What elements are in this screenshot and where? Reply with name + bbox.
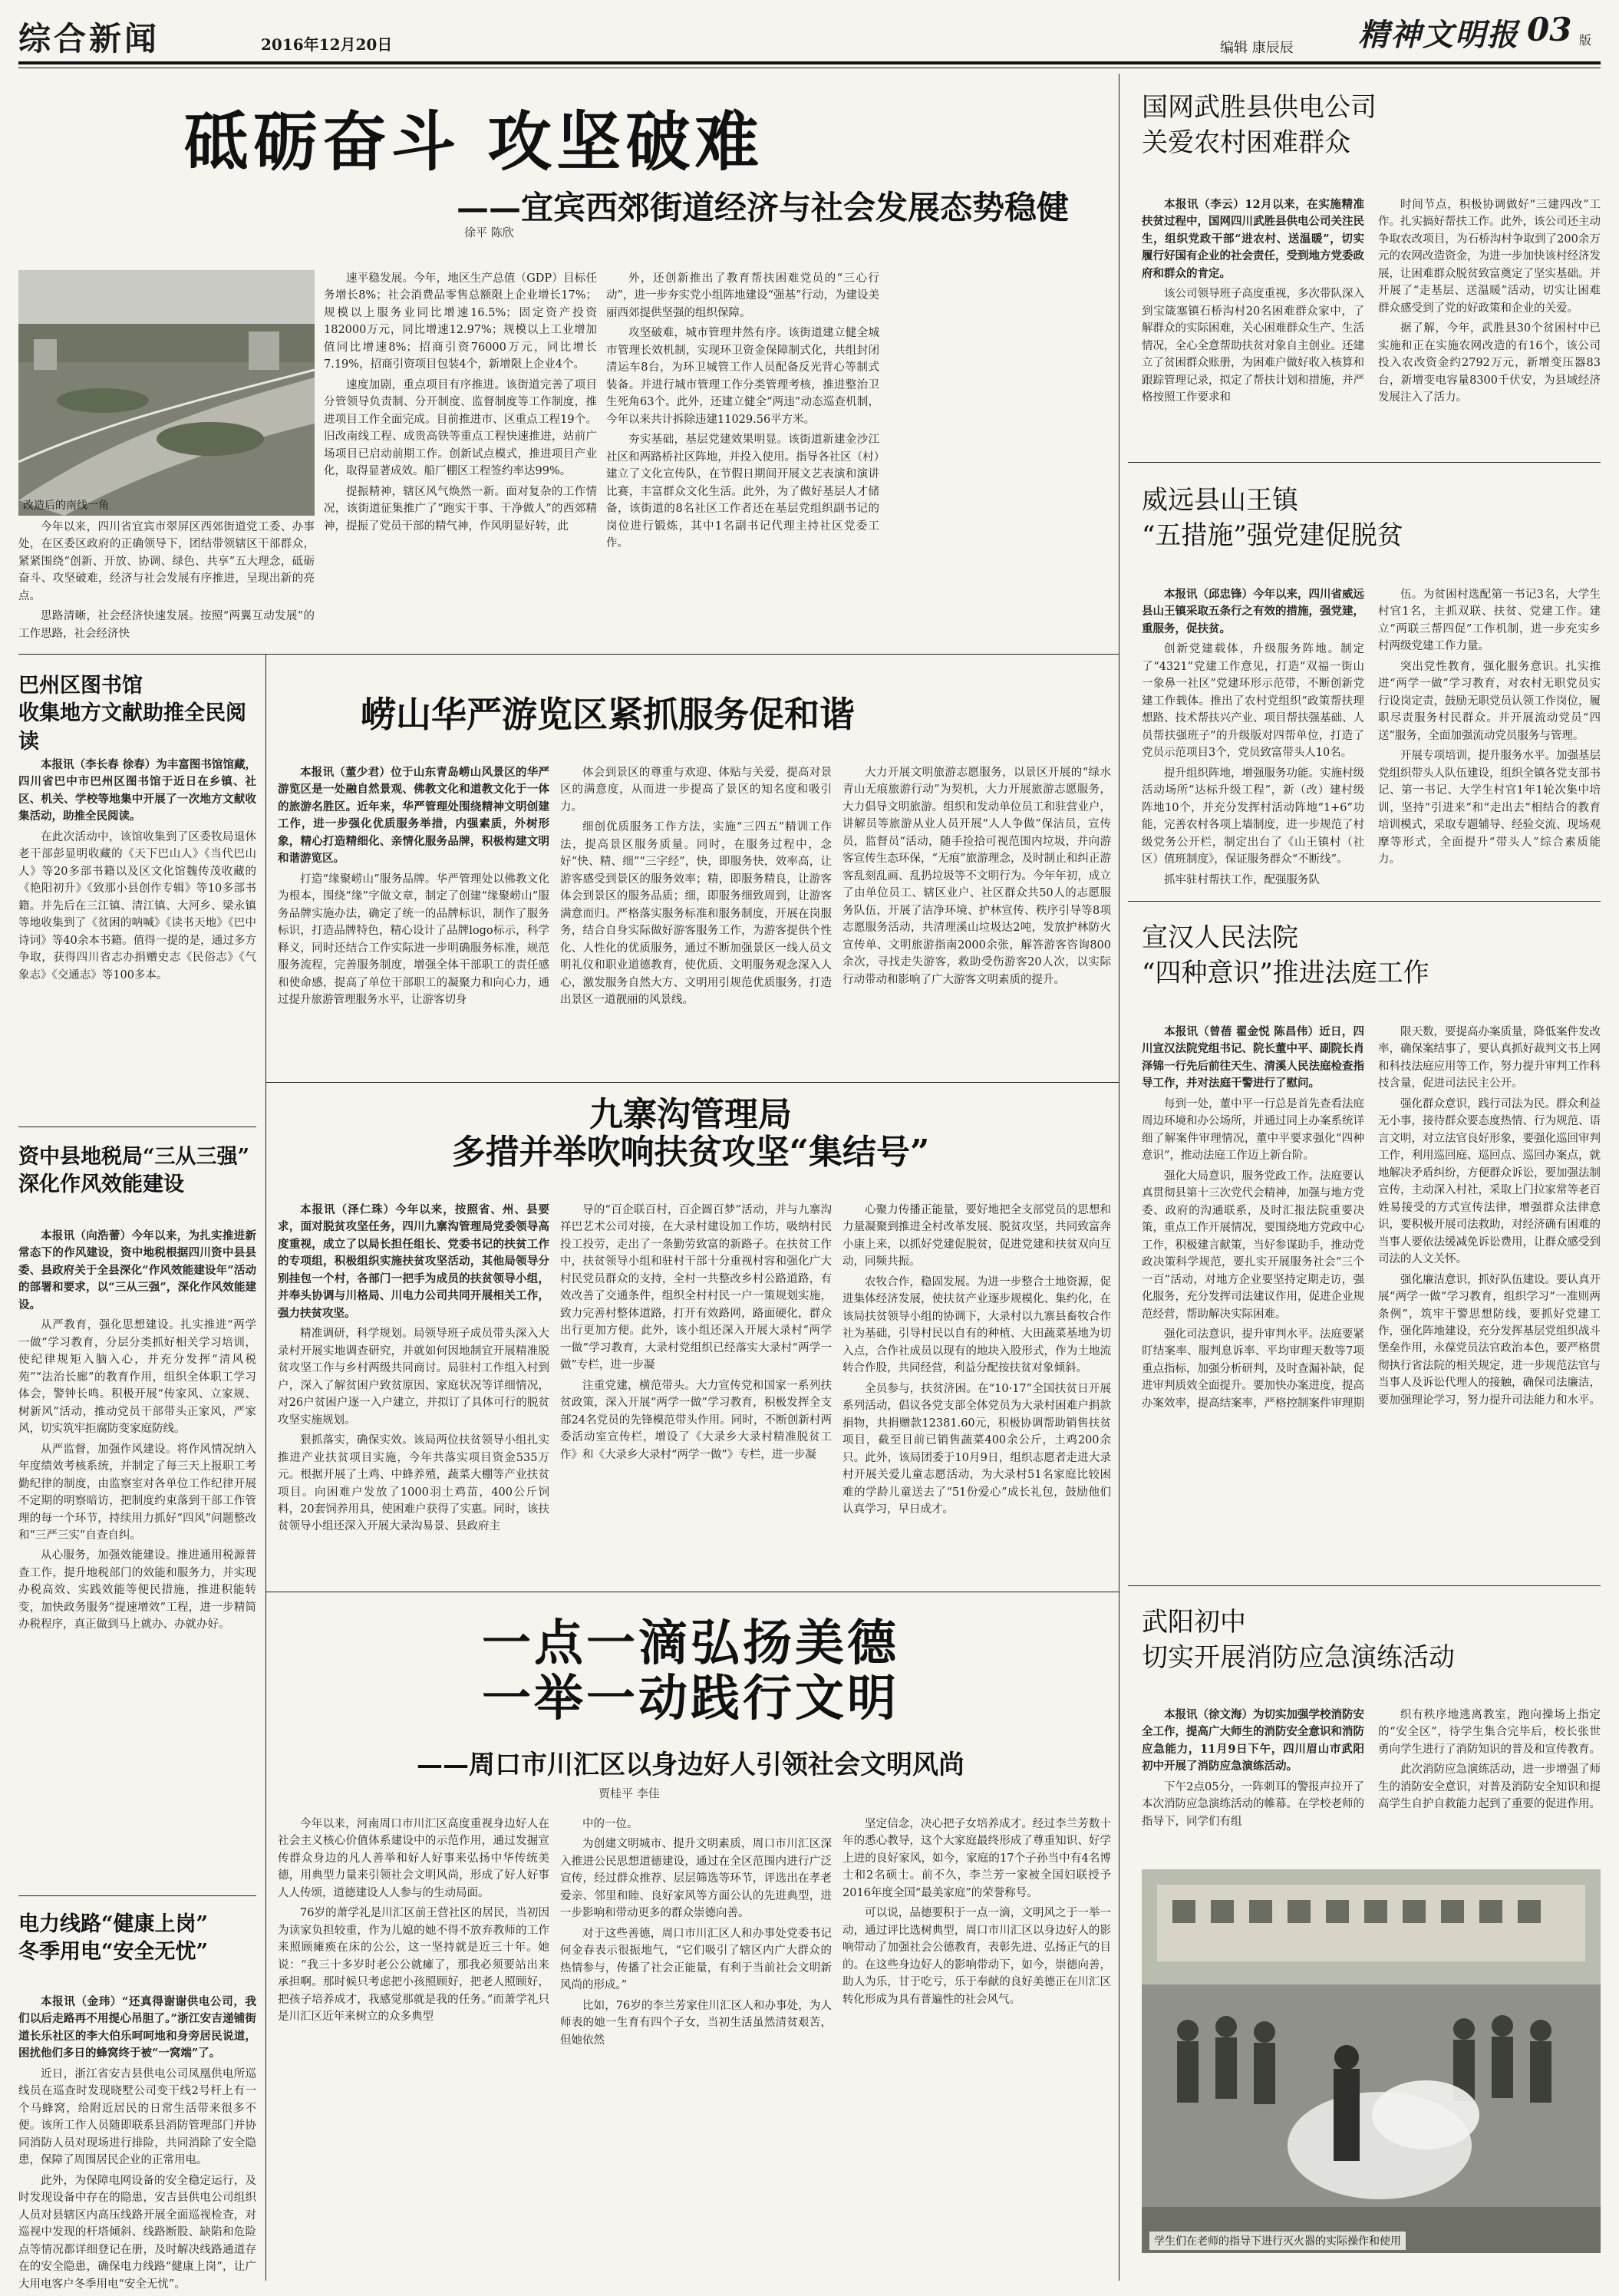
lead-subheadline: ——宜宾西郊街道经济与社会发展态势稳健 <box>457 189 1070 226</box>
paragraph: 此外，为保障电网设备的安全稳定运行，及时发现设备中存在的隐患，安吉县供电公司组织人员对县辖区内高压线路开展全面巡视检查，对巡视中发现的杆塔倾斜、线路断股、缺陷和危险点等情况都详细登记在册，及时解决线路通道存在的安全隐患，确保电力线路“健康上岗”，让广大用电客户冬季用电“安全无忧”。 <box>18 2174 256 2291</box>
lead-photo <box>18 270 315 516</box>
middle-story-3-headline <box>399 1616 982 1726</box>
middle-story-3-byline: 贾桂平 李佳 <box>598 1786 660 1800</box>
paragraph: 抓牢驻村帮扶工作，配强服务队 <box>1164 873 1320 886</box>
paragraph: 时间节点，积极协调做好“三建四改”工作。扎实搞好帮扶工作。此外，该公司还主动争取农改项目，为石桥沟村争取到了200余万元的农网改造资金，为进一步加快该村经济发展，让困难群众脱贫致富奠定了坚实基础。并开展了“走基层、送温暖”活动，切实让困难群众感受到了党的好政策和企业的关爱。 <box>1378 199 1601 315</box>
fire-drill-photo <box>1142 1869 1601 2253</box>
title-line: 国网武胜县供电公司 <box>1142 92 1377 123</box>
lead-story-column-2 <box>324 270 597 649</box>
paragraph: 76岁的萧学礼是川汇区前王营社区的居民，当初因为读家负担较重，作为儿媳的她不得不放弃教师的工作来照顾瘫痪在床的公公，这一坚持就是近三十年。她说：“我三十多岁时老公公就瘫了，那我必须要站出来承担啊。那时候只考虑把小孩照顾好，把老人照顾好，把孩子培养成才，我感觉那就是我的任务。”而萧学礼只是川汇区近年来树立的众多典型 <box>278 1907 549 2024</box>
paragraph: 本报讯（董少君）位于山东青岛崂山风景区的华严游览区是一处融自然景观、佛教文化和道教文化于一体的旅游名胜区。近年来，华严管理处围绕精神文明创建工作，进一步强化优质服务举措，内强素质，外树形象，精心打造精细化、亲情化服务品牌，积极构建文明和谐游览区。 <box>278 766 549 866</box>
paragraph: 强化大局意识，服务党政工作。法庭要认真贯彻县第十三次党代会精神，加强与地方党委、政府的沟通联系，及时汇报法院重要决策，重点工作开展情况，要围绕地方党政中心工作，积极建言献策，当好参谋助手，推动党政决策科学规范，要扎实开展服务社会“三个一百”活动，对地方企业要坚持定期走访，强化服务，充分发挥司法建议作用，促进企业规范经营，帮助解决实际困难。 <box>1142 1169 1364 1321</box>
paragraph: 外，还创新推出了教育帮扶困难党员的“三心行动”，进一步夯实党小组阵地建设“强基”行动，为建设美丽西郊提供坚强的组织保障。 <box>606 272 879 319</box>
paragraph: 夯实基础，基层党建效果明显。该街道新建金沙江社区和两路桥社区阵地，并投入使用。指导各社区（村）建立了文化宣传队，在节假日期间开展文艺表演和演讲比赛，丰富群众文化生活。此外，为了做好基层人才储备，该街道的8名社区工作者还在基层党组织副书记的岗位进行锻炼，其中1名副书记代理主持社区党委工作。 <box>606 434 879 550</box>
middle-story-3-column-2 <box>560 1816 832 2281</box>
title-line: 收集地方文献助推全民阅读 <box>18 701 246 754</box>
paragraph: 农牧合作，稳固发展。为进一步整合土地资源，促进集体经济发展，使扶贫产业逐步规模化、集约化，在该局扶贫领导小组的协调下，大录村以九寨县畜牧合作社为基础，引导村民以自有的种植、大田蔬菜基地为切入点，合作社成员以现有的地块入股形式，作为土地流转合作股，共同经营，利益分配按扶贫对象倾斜。 <box>842 1275 1111 1375</box>
right-story-1-title <box>1142 91 1602 161</box>
right-story-1-column-1 <box>1142 196 1364 442</box>
left-story-3-body <box>18 1994 256 2291</box>
paragraph: 全员参与，扶贫济困。在“10·17”全国扶贫日开展系列活动，倡议各党支部全体党员为大录村困难户捐款捐物，共捐赠款12381.60元，积极协调帮助销售扶贫项目，截至目前已销售蔬菜400余公斤，土鸡200余只。此外，该局团委于10月9日，组织志愿者走进大录村开展关爱儿童志愿活动，为大录村51名家庭比较困难的学龄儿童送去了“51份爱心”成长礼包，鼓励他们认真学习，早日成才。 <box>842 1382 1111 1516</box>
page-number: 03 <box>1527 11 1572 48</box>
lead-photo-caption: 改造后的南线一角 <box>23 500 109 512</box>
paragraph: 本报讯（邱忠锋）今年以来，四川省威远县山王镇采取五条行之有效的措施，强党建，重服务，促扶贫。 <box>1142 588 1364 635</box>
right-story-3-title <box>1142 921 1602 991</box>
paragraph: 为创建文明城市、提升文明素质，周口市川汇区深入推进公民思想道德建设，通过在全区范围内进行广泛宣传，经过群众推荐、层层筛选等环节，评选出在孝老爱亲、邻里和睦、良好家风等方面公认的先进典型，进一步影响和带动更多的群众崇德向善。 <box>560 1838 832 1920</box>
middle-story-1-column-2 <box>560 764 832 1070</box>
left-story-3-title <box>18 1911 256 1967</box>
headline-line: 九寨沟管理局 <box>589 1095 792 1134</box>
right-story-3-column-1 <box>1142 1024 1364 1573</box>
paragraph: 本报讯（曾蓓 翟金悦 陈昌伟）近日，四川宣汉法院党组书记、院长董中平、副院长肖泽锦一行先后前往天生、清溪人民法庭检查指导工作，并对法庭干警进行了慰问。 <box>1142 1025 1364 1090</box>
title-line: 巴州区图书馆 <box>18 674 143 698</box>
paragraph: 提振精神，辖区风气焕然一新。面对复杂的工作情况，该街道征集推广了“跑实干事、干净做人”的西郊精神，提振了党员干部的精气神，作风明显好转，此 <box>324 485 597 533</box>
lead-byline: 徐平 陈欣 <box>464 226 514 239</box>
right-story-2-title <box>1142 483 1602 554</box>
right-story-4-column-2 <box>1378 1707 1601 1860</box>
paragraph: 心聚力传播正能量，要好地把全支部党员的思想和力量凝聚到推进全村改革发展、脱贫攻坚，共同致富奔小康上来，以抓好党建促脱贫，促进党建和扶贫双向互动，同频共振。 <box>842 1204 1111 1268</box>
middle-story-3-column-1 <box>278 1816 549 2281</box>
paragraph: 可以说，品德要积于一点一滴，文明风之于一举一动，通过评比选树典型，周口市川汇区以身边好人的影响带动了加强社会公德教育，表彰先进、弘扬正气的目的。在这些身边好人的影响带动下，如今，崇德向善，助人为乐，甘于吃亏，乐于奉献的良好美德正在川汇区转化形成为具有普遍性的社会风气。 <box>842 1907 1111 2006</box>
paragraph: 织有秩序地逃离教室，跑向操场上指定的“安全区”，待学生集合完毕后，校长张世勇向学生进行了消防知识的普及和宣传教育。 <box>1378 1709 1601 1756</box>
right-story-3-column-2 <box>1378 1024 1601 1573</box>
paragraph: 提升组织阵地，增强服务功能。实施村级活动场所“达标升级工程”，新（改）建村级阵地10个，并充分发挥村活动阵地“1+6”功能，完善农村各项上墙制度，进一步规范了村级党务公开栏，制定出台了《山王镇村（社区）值班制度》，保证服务群众“不断线”。 <box>1142 767 1364 866</box>
paragraph: 比如，76岁的李兰芳家住川汇区人和办事处，为人师表的她一生育有四个子女，当初生活虽然清贫艰苦，但她依然 <box>560 1999 832 2047</box>
paragraph: 本报讯（李长春 徐春）为丰富图书馆馆藏，四川省巴中市巴州区图书馆于近日在乡镇、社区、机关、学校等地集中开展了一次地方文献收集活动，助推全民阅读。 <box>18 758 256 823</box>
paragraph: 导的“百企联百村，百企圆百梦”活动，并与九寨沟祥巴艺术公司对接，在大录村建设加工作坊，吸纳村民投工投劳，走出了一条勤劳致富的新路子。在扶贫工作中，扶贫领导小组和驻村干部十分重视村容和强化广大村民党员群众的支持，全村一共整改乡村公路道路，有效改善了交通条件，组织全村村民一户一策规划实施，致力完善村整体道路，打开有效路网，路面硬化，群众出行更加方便。此外，该小组还深入开展大录村“两学一做”学习教育，大录村党组织已经落实大录村“两学一做”专栏，进一步凝 <box>560 1204 832 1372</box>
paragraph: 从心服务，加强效能建设。推进通用税源普查工作，提升地税部门的效能和服务力，并实现办税高效、实践效能等便民措施，推进积能转变，加快政务服务“提速增效”工程，进一步精简办税程序，真正做到马上就办、办就办好。 <box>18 1549 256 1631</box>
paragraph: 本报讯（向浩蕾）今年以来，为扎实推进新常态下的作风建设，资中地税根据四川资中县县委、县政府关于全县深化“作风效能建设年”活动的部署和要求，以“三从三强”，深化作风效能建设。 <box>18 1229 256 1311</box>
section-name: 综合新闻 <box>18 20 160 58</box>
right-story-4-title <box>1142 1605 1602 1676</box>
paragraph: 对于这些善德，周口市川汇区人和办事处党委书记何金春表示很振地气，“它们吸引了辖区内广大群众的热情参与，传播了社会正能量，有利于当前社会文明新风尚的形成。” <box>560 1927 832 1992</box>
title-line: 电力线路“健康上岗” <box>18 1912 209 1936</box>
paragraph: 每到一处，董中平一行总是首先查看法庭周边环境和办公场所，并通过同上办案系统详细了解案件审理情况，董中平要求强化“四种意识”，推动法庭工作迈上新台阶。 <box>1142 1097 1364 1163</box>
masthead-rule <box>18 61 1601 64</box>
middle-story-3-column-3 <box>842 1816 1111 2281</box>
paragraph: 本报讯（李云）12月以来，在实施精准扶贫过程中，国网四川武胜县供电公司关注民生，组织党政干部“进农村、送温暖”，切实履行好国有企业的社会责任，受到地方党委政府和群众的肯定。 <box>1142 198 1364 280</box>
middle-story-2-headline <box>391 1096 990 1172</box>
paragraph: 大力开展文明旅游志愿服务，以景区开展的“绿水青山无痕旅游行动”为契机，大力开展旅游志愿服务，大力倡导文明旅游。组织和发动单位员工和驻营业户，讲解员等旅游从业人员开展“人人争做”保洁员，宣传员，监督员“活动，随手捡拾可视范围内垃圾，并向游客宣传生态环保，“无痕”旅游理念，及时制止和纠正游客乱刻乱画、乱扔垃圾等不文明行为。今年年初，成立了由单位员工、辖区业户、社区群众共50人的志愿服务队伍，开展了洁净环境、护林宣传、秩序引导等8项志愿服务活动，共清理溪山垃圾达2吨，发放护林防火宣传单、文明旅游指南2000余张，解答游客咨询800余次，寻找走失游客，救助受伤游客20人次，以实际行动带动和影响了广大游客文明素质的提升。 <box>842 767 1111 986</box>
paragraph: 今年以来，四川省宜宾市翠屏区西郊街道党工委、办事处，在区委区政府的正确领导下，团结带领辖区干部群众，紧紧围绕“创新、开放、协调、绿色、共享”五大理念，砥砺奋斗、攻坚破难，经济与社会发展有序推进，呈现出新的亮点。 <box>18 521 315 602</box>
middle-story-2-column-3 <box>842 1202 1111 1581</box>
masthead <box>0 0 1619 74</box>
paragraph: 据了解，今年，武胜县30个贫困村中已实施和正在实施农网改造的有16个，该公司投入农改资金约2792万元，新增变压器83台，新增变电容量8300千伏安，为县域经济发展注入了活力。 <box>1378 322 1601 404</box>
paragraph: 速平稳发展。今年，地区生产总值（GDP）目标任务增长8%；社会消费品零售总额限上企业增长17%；规模以上服务业同比增速16.5%；固定资产投资182000万元，同比增速12.97%；规模以上工业增加值同比增速8%；招商引资76000万元，同比增长7.19%，招商引资项目包装4个，新增限上企业4个。 <box>324 272 597 371</box>
lead-headline: 砥砺奋斗 攻坚破难 <box>184 104 764 180</box>
title-line: 切实开展消防应急演练活动 <box>1142 1641 1455 1673</box>
right-story-divider <box>1128 462 1601 463</box>
title-line: “五措施”强党建促脱贫 <box>1142 520 1403 551</box>
title-line: 宣汉人民法院 <box>1142 922 1298 953</box>
paragraph: 细创优质服务工作方法，实施“三四五”精训工作法，提高景区服务质量。同时，在服务过程中，念好“快、精、细”“三字经”，快，即服务快，效率高，让游客感受到景区的服务效率；精，即服务精良，让游客体会到景区的服务品质；细，即服务细致周到，让游客满意而归。严格落实服务标准和服务制度，开展在岗服务，结合自身实际做好游客服务工作，为游客提供个性化、人性化的优质服务，通过不断加强景区一线人员文明礼仪和职业道德教育，使优质、文明服务观念深入人心，激发服务自然大方、文明用引规范优质服务，打造出景区一道靓丽的风景线。 <box>560 821 832 1007</box>
left-story-2-body <box>18 1228 256 1885</box>
fire-drill-photo-caption: 学生们在老师的指导下进行灭火器的实际操作和使用 <box>1149 2232 1406 2250</box>
middle-story-2-column-2 <box>560 1202 832 1581</box>
paragraph: 速度加剧，重点项目有序推进。该街道完善了项目分管领导负责制、分开制度、监督制度等工作制度，推进项目工作全面完成。目前推进市、区重点工程19个。旧改南线工程、成贵高铁等重点工程快速推进，站前广场项目已启动前期工作。创新试点模式，推进项目产业化，取得显著成效。船厂棚区工程签约率达99%。 <box>324 378 597 478</box>
lead-story-bottom-rule <box>18 654 1119 655</box>
paragraph: 思路清晰，社会经济快速发展。按照“两翼互动发展”的工作思路，社会经济快 <box>18 610 315 640</box>
lead-story-column-3 <box>606 270 879 649</box>
right-story-2-column-2 <box>1378 586 1601 886</box>
paragraph: 此次消防应急演练活动，进一步增强了师生的消防安全意识，对普及消防安全知识和提高学生自护自救能力起到了重要的促进作用。 <box>1378 1763 1601 1811</box>
paragraph: 本报讯（徐文海）为切实加强学校消防安全工作，提高广大师生的消防安全意识和消防应急能力，11月9日下午，四川眉山市武阳初中开展了消防应急演练活动。 <box>1142 1708 1364 1773</box>
paragraph: 强化司法意识，提升审判水平。法庭要紧盯结案率、服判息诉率、平均审理天数等7项重点指标，加强分析研判，及时查漏补缺，促进审判质效全面提升。要加快办案进度，提高办案效率，提高结案率，严格控制案件审理期 <box>1142 1328 1364 1410</box>
right-story-divider <box>1128 1585 1601 1586</box>
paragraph: 坚定信念，决心把子女培养成才。经过李兰芳数十年的悉心教导，这个大家庭最终形成了尊重知识、好学上进的良好家风，如今，家庭的17个子孙当中有4名博士和2名硕士。前不久，李兰芳一家被全国妇联授予2016年度全国“最美家庭”的荣誉称号。 <box>842 1818 1111 1899</box>
middle-story-1-column-3 <box>842 764 1111 1070</box>
paragraph: 今年以来，河南周口市川汇区高度重视身边好人在社会主义核心价值体系建设中的示范作用，通过发掘宣传群众身边的凡人善举和好人好事来弘扬中华传统美德，用典型力量来引领社会文明风尚，形成了好人好事人人传颂，道德建设人人参与的生动局面。 <box>278 1818 549 1899</box>
headline-line: 一举一动践行文明 <box>482 1669 899 1727</box>
middle-story-1-column-1 <box>278 764 549 1070</box>
paragraph: 从严监督，加强作风建设。将作风情况纳入年度绩效考核系统，并制定了每三天上报职工考勤纪律的制度，由监察室对各单位工作纪律开展不定期的明察暗访，把制度约束落到干部工作管理的每一个环节，持续用力抓好“四风”问题整改和“三严三实”自查自纠。 <box>18 1443 256 1542</box>
title-line: “四种意识”推进法庭工作 <box>1142 957 1429 988</box>
middle-story-3-subheadline: ——周口市川汇区以身边好人引领社会文明风尚 <box>417 1750 964 1780</box>
headline-line: 多措并举吹响扶贫攻坚“集结号” <box>451 1133 930 1173</box>
paragraph: 注重党建，横范带头。大力宣传党和国家一系列扶贫政策，深入开展“两学一做”学习教育，积极发挥全支部24名党员的先锋模范带头作用。同时，不断创新村两委活动室宣传栏，增设了《大录乡大录村精准脱贫工作》和《大录乡大录村“两学一做”》专栏，进一步凝 <box>560 1379 832 1461</box>
paragraph: 创新党建载体，升级服务阵地。制定了“4321”党建工作意见，打造“双福一街山一象鼻一社区”党建环形示范带，不断创新党建工作载体。推出了农村党组织“政策帮扶理想路、技术帮扶兴产业、项目帮扶强基础、人员帮扶强班子”的升级版对四帮单位，打造了党员示范项目3个，党员致富带头人10名。 <box>1142 643 1364 760</box>
right-story-divider <box>1128 901 1601 902</box>
left-story-2-title <box>18 1143 256 1199</box>
paragraph: 强化群众意识，践行司法为民。群众利益无小事，接待群众要态度热情、行为规范、语言文明，对立法官良好形象，要强化巡回审判工作，利用巡回庭、巡回点、巡回办案点，就地解决矛盾纠纷，方便群众诉讼，要加强法制宣传，主动深入村社，采取上门拉家常等老百姓易接受的方式宣传法律，增强群众法律意识，要积极开展司法救助，对经济确有困难的当事人要依法缓减免诉讼费用，让群众感受到司法的人文关怀。 <box>1378 1097 1601 1266</box>
title-line: 深化作风效能建设 <box>18 1173 184 1197</box>
editor-credit: 编辑 康辰辰 <box>1220 40 1294 56</box>
paragraph: 限天数，要提高办案质量，降低案件发改率，确保案结事了，要认真抓好裁判文书上网和科技法庭应用等工作，努力提升审判工作科技含量，促进司法民主公开。 <box>1378 1026 1601 1090</box>
page-suffix: 版 <box>1579 33 1592 48</box>
paragraph: 中的一位。 <box>582 1818 638 1830</box>
title-line: 武阳初中 <box>1142 1607 1246 1638</box>
title-line: 冬季用电“安全无忧” <box>18 1940 209 1964</box>
paragraph: 从严教育，强化思想建设。扎实推进“两学一做”学习教育，分层分类抓好相关学习培训，使纪律规矩入脑入心，并充分发挥“清风税苑”“法治长廊”的教育作用，组织全体职工学习体会，警钟长鸣。积极开展“传家风、立家规、树新风”活动，推动党员干部带头正家风，严家风，切实筑牢拒腐防变家庭防线。 <box>18 1319 256 1436</box>
paragraph: 该公司领导班子高度重视，多次带队深入到宝箴塞镇石桥沟村20名困难群众家中，了解群众的实际困难，关心困难群众生产、生活情况，全心全意帮助扶贫对象自主创业。还建立了贫困群众账册，为困难户做好收入核算和跟踪管理记录，拟定了帮扶计划和措施，并严格按照工作要求和 <box>1142 288 1364 404</box>
paragraph: 近日，浙江省安吉县供电公司凤凰供电所巡线员在巡查时发现晓墅公司变干线2号杆上有一个马蜂窝，给附近居民的日常生活带来很多不便。该所工作人员随即联系县消防管理部门并协同消防人员对现场进行排险，共同消除了安全隐患，保障了周围居民企业的正常用电。 <box>18 2067 256 2167</box>
issue-date: 2016年12月20日 <box>261 35 393 54</box>
lead-story-column-1 <box>18 519 315 649</box>
right-story-1-column-2 <box>1378 196 1601 442</box>
fire-drill-photo-image <box>1142 1869 1601 2253</box>
paragraph: 打造“缘聚崂山”服务品牌。华严管理处以佛教文化为根本，围绕“缘”字做文章，制定了创建“缘聚崂山”服务品牌实施办法，确定了统一的品牌标识，制作了服务标识，打造品牌特色，精心设计了品牌logo标示，科学释义，同时还结合工作实际进一步明确服务标准，规范服务流程，完善服务制度，增强全体干部职工的责任感和使命感，提高了单位干部职工的凝聚力和向心力，通过提升旅游管理服务水平，让游客切身 <box>278 873 549 1007</box>
paragraph: 在此次活动中，该馆收集到了区委牧局退休老干部彭显明收藏的《天下巴山人》《当代巴山人》等20多部书籍以及区文化馆魏传茂收藏的《艳阳初升》《致那小县创作专辑》等10多部书籍。并先后在三江镇、清江镇、大河乡、梁永镇等地收集到了《贫困的呐喊》《读书天地》《巴中诗词》等40余本书籍。值得一提的是，通过多方争取，获得四川省志办捐赠史志《民俗志》《气象志》《交通志》等100多本。 <box>18 830 256 981</box>
title-line: 关爱农村困难群众 <box>1142 127 1350 158</box>
lead-photo-road-image <box>18 270 315 516</box>
paragraph: 突出党性教育，强化服务意识。扎实推进“两学一做”学习教育，对农村无职党员实行设岗定责，鼓励无职党员认领工作岗位，履职尽责服务村民群众。并开展流动党员“四送”服务，全面加强流动党员服务与管理。 <box>1378 660 1601 742</box>
headline-line: 一点一滴弘扬美德 <box>482 1615 899 1672</box>
title-line: 威远县山王镇 <box>1142 485 1298 516</box>
paragraph: 精准调研，科学规划。局领导班子成员带头深入大录村开展实地调查研究，并就如何因地制宜开展精准脱贫攻坚工作与乡村两级共同商讨。局驻村工作组入村到户，深入了解贫困户致贫原因、家庭状况等详细情况，对26户贫困户逐一入户建立，并拟订了具体可行的脱贫攻坚实施规划。 <box>278 1328 549 1427</box>
middle-story-divider <box>265 1082 1119 1083</box>
paragraph: 伍。为贫困村选配第一书记3名，大学生村官1名，主抓双联、扶贫、党建工作。建立“两联三帮四促”工作机制，进一步充实乡村两级党建工作力量。 <box>1378 589 1601 653</box>
paragraph: 开展专项培训，提升服务水平。加强基层党组织带头人队伍建设，组织全镇各党支部书记、第一书记、大学生村官1年1轮次集中培训，坚持“引进来”和“走出去”相结合的教育培训模式，采取专题辅导、经验交流、现场观摩等形式，全面提升“带头人”综合素质能力。 <box>1378 750 1601 866</box>
paragraph: 本报讯（金玮）“还真得谢谢供电公司，我们以后走路再不用提心吊胆了。”浙江安吉递铺街道长乐社区的李大伯乐呵呵地和身旁居民说道，困扰他们多日的蜂窝终于被“一窝端”了。 <box>18 1995 256 2060</box>
column-divider-left <box>265 654 266 2281</box>
left-story-1-title <box>18 672 256 756</box>
paragraph: 下午2点05分，一阵刺耳的警报声拉开了本次消防应急演练活动的帷幕。在学校老师的指导下，同学们有组 <box>1142 1780 1364 1828</box>
title-line: 资中县地税局“三从三强” <box>18 1145 250 1169</box>
paragraph: 狠抓落实，确保实效。该局两位扶贫领导小组扎实推进产业扶贫项目实施，今年共落实项目资金535万元。根据开展了土鸡、中蜂养殖，蔬菜大棚等产业扶贫项目。向困难户发放了1000羽土鸡苗，400公斤饲料，20套饲养用具，使困难户获得了实惠。同时，该扶贫领导小组还深入开展大录沟易景、县政府主 <box>278 1434 549 1533</box>
right-story-4-column-1 <box>1142 1707 1364 1860</box>
middle-story-1-headline: 崂山华严游览区紧抓服务促和谐 <box>361 694 855 735</box>
paragraph: 强化廉洁意识，抓好队伍建设。要认真开展“两学一做”学习教育，组织学习“一准则两条例”，筑牢干警思想防线，要抓好党建工作，强化阵地建设，充分发挥基层党组织战斗堡垒作用，永葆党员法官政治本色，要严格贯彻执行省法院的相关规定，进一步规范法官与当事人及诉讼代理人的接触，确保司法廉洁，要加强理论学习，努力提升司法能力和水平。 <box>1378 1273 1601 1407</box>
paragraph: 体会到景区的尊重与欢迎、体贴与关爱，提高对景区的满意度，从而进一步提高了景区的知名度和吸引力。 <box>560 767 832 813</box>
left-story-divider <box>18 1895 256 1896</box>
middle-story-2-column-1 <box>278 1202 549 1581</box>
paragraph: 本报讯（泽仁珠）今年以来，按照省、州、县要求，面对脱贫攻坚任务，四川九寨沟管理局党委领导高度重视，成立了以局长担任组长、党委书记的扶贫工作的专项组，积极组织实施扶贫攻坚活动，其他局领导分别挂包一个村，各部门一把手为成员的扶贫领导小组，并奉头协调与川格局、川电力公司共同开展相关工作，强力扶贫攻坚。 <box>278 1203 549 1320</box>
paragraph: 攻坚破难，城市管理井然有序。该街道建立健全城市管理长效机制，实现环卫资金保障制式化，共组封闭清运车8台，为环卫城管工作人员配备反光背心等制式装备。并进行城市管理工作分类管理考核，推进整治卫生死角63个。此外，还建立健全“两违”动态巡查机制，今年以来共计拆除违建11029.56平方米。 <box>606 327 879 426</box>
paper-name: 精神文明报 <box>1358 17 1519 53</box>
left-story-1-body <box>18 757 256 1117</box>
right-story-2-column-1 <box>1142 586 1364 886</box>
